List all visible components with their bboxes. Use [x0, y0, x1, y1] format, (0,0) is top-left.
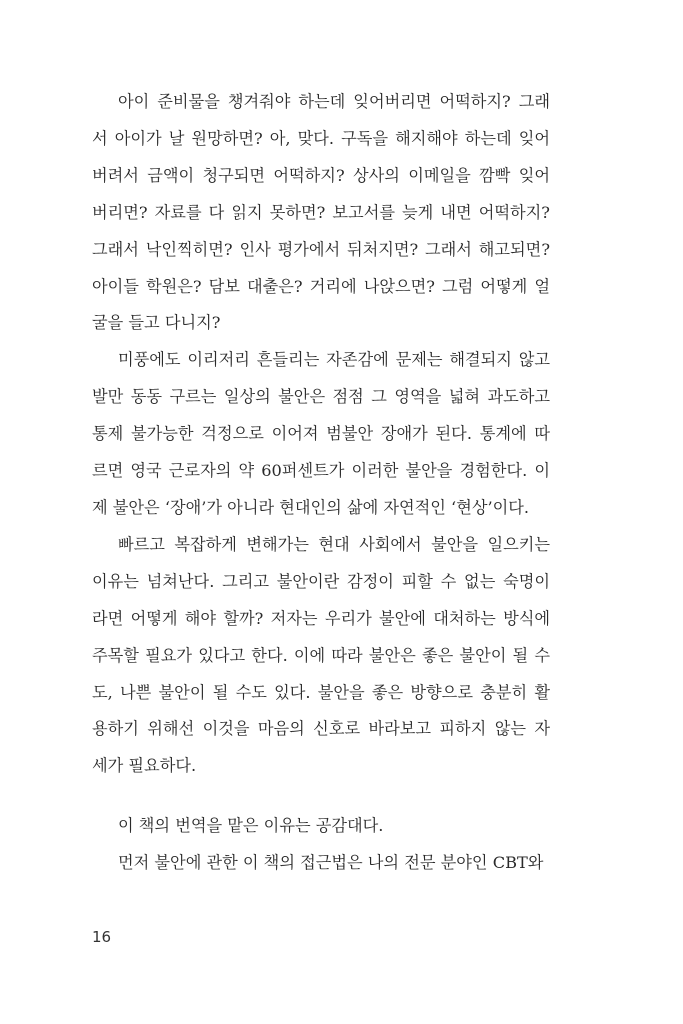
text-line: 통제 불가능한 걱정으로 이어져 범불안 장애가 된다. 통계에 따	[92, 424, 550, 444]
text-line: 세가 필요하다.	[92, 756, 197, 776]
paragraph-modern-society	[92, 527, 550, 785]
paragraph-worries	[92, 84, 550, 342]
text-line: 미풍에도 이리저리 흔들리는 자존감에 문제는 해결되지 않고	[118, 350, 550, 370]
text-line: 빠르고 복잡하게 변해가는 현대 사회에서 불안을 일으키는	[118, 534, 550, 554]
text-line: 주목할 필요가 있다고 한다. 이에 따라 불안은 좋은 불안이 될 수	[92, 645, 550, 665]
text-line: 버려서 금액이 청구되면 어떡하지? 상사의 이메일을 깜빡 잊어	[92, 165, 550, 185]
text-line: 굴을 들고 다니지?	[92, 313, 221, 333]
text-line: 이 책의 번역을 맡은 이유는 공감대다.	[118, 816, 384, 836]
book-page-body	[92, 84, 550, 882]
text-line: 아이 준비물을 챙겨줘야 하는데 잊어버리면 어떡하지? 그래	[118, 92, 550, 111]
text-line: 아이들 학원은? 담보 대출은? 거리에 나앉으면? 그럼 어떻게 얼	[92, 276, 550, 296]
paragraph-approach	[92, 845, 550, 882]
text-line: 이유는 넘쳐난다. 그리고 불안이란 감정이 피할 수 없는 숙명이	[92, 571, 550, 591]
text-line: 제 불안은 ‘장애’가 아니라 현대인의 삶에 자연적인 ‘현상’이다.	[92, 497, 530, 517]
page-number: 16	[92, 928, 112, 946]
text-line: 먼저 불안에 관한 이 책의 접근법은 나의 전문 분야인 CBT와	[118, 853, 544, 873]
text-line: 버리면? 자료를 다 읽지 못하면? 보고서를 늦게 내면 어떡하지?	[92, 202, 550, 222]
paragraph-anxiety-disorder	[92, 342, 550, 527]
text-line: 라면 어떻게 해야 할까? 저자는 우리가 불안에 대처하는 방식에	[92, 608, 550, 628]
paragraph-translation-reason	[92, 808, 550, 845]
text-line: 르면 영국 근로자의 약 60퍼센트가 이러한 불안을 경험한다. 이	[92, 461, 550, 481]
text-line: 그래서 낙인찍히면? 인사 평가에서 뒤처지면? 그래서 해고되면?	[92, 239, 550, 259]
text-line: 도, 나쁜 불안이 될 수도 있다. 불안을 좋은 방향으로 충분히 활	[92, 682, 550, 702]
section-gap	[92, 785, 550, 808]
text-line: 서 아이가 날 원망하면? 아, 맞다. 구독을 해지해야 하는데 잊어	[92, 128, 550, 148]
text-line: 용하기 위해선 이것을 마음의 신호로 바라보고 피하지 않는 자	[92, 719, 550, 739]
text-line: 발만 동동 구르는 일상의 불안은 점점 그 영역을 넓혀 과도하고	[92, 387, 550, 407]
